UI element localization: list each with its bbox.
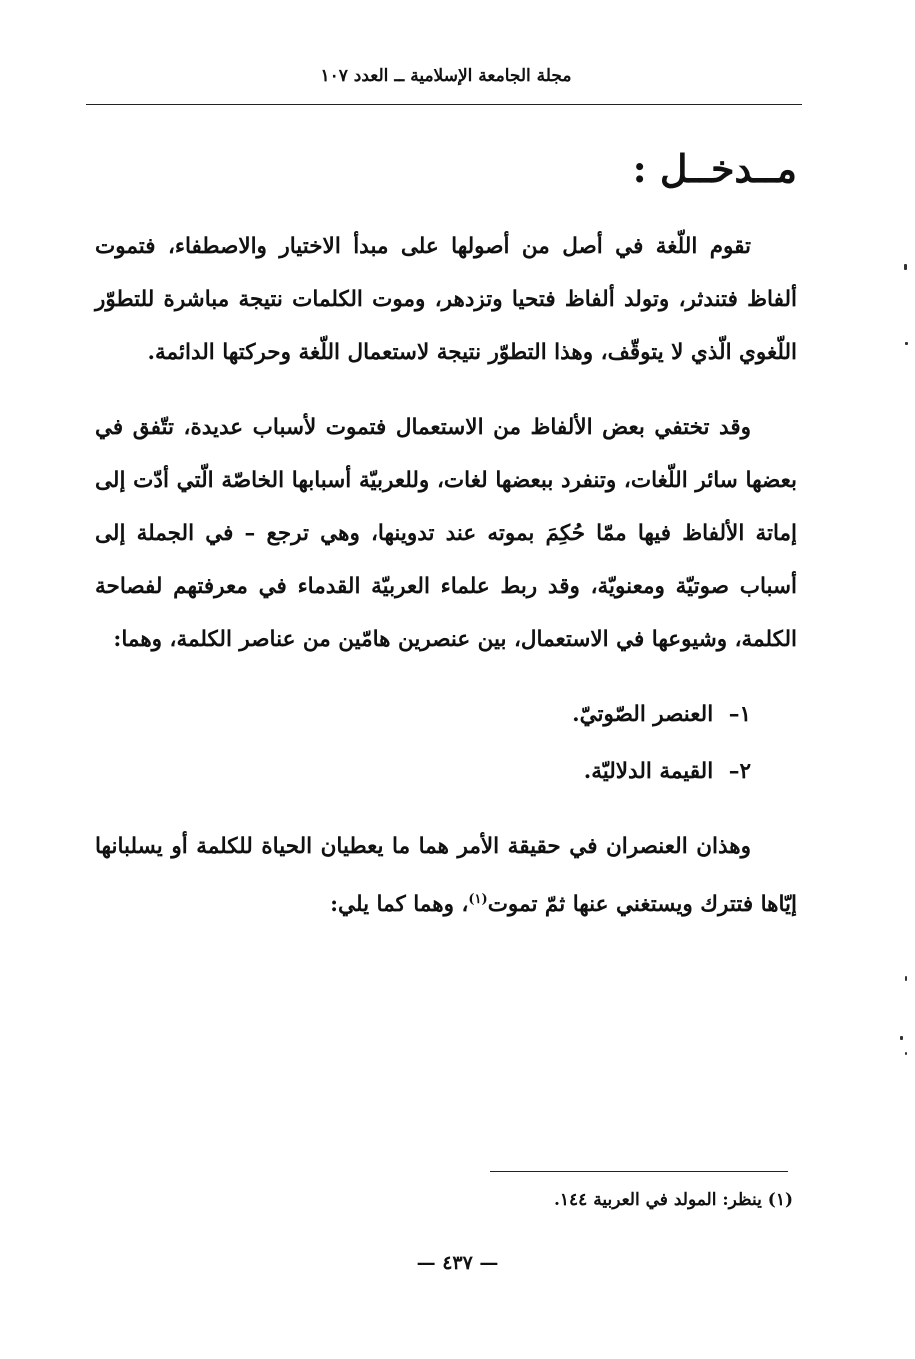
list-item-number: ١– [728, 702, 751, 727]
scan-speck [905, 342, 908, 345]
scan-speck [905, 1052, 907, 1055]
scan-speck [900, 1036, 903, 1040]
footnote-rule [490, 1171, 788, 1172]
body-text [95, 220, 797, 953]
footnote: (١) ينظر: المولد في العربية ١٤٤. [554, 1190, 793, 1210]
paragraph-3 [95, 820, 797, 931]
running-header: مجلة الجامعة الإسلامية ــ العدد ١٠٧ [320, 66, 572, 86]
list-item-text: القيمة الدلاليّة. [583, 759, 714, 784]
page-number: — ٤٣٧ — [416, 1252, 499, 1274]
list-item [95, 688, 797, 741]
paragraph-3-text: وهذان العنصران في حقيقة الأمر هما ما يعطيان الحياة للكلمة أو يسلبانها إيّاها فتترك ويستغني عنها ثمّ تموت [95, 834, 797, 918]
header-rule [86, 104, 802, 105]
section-title: مــدخــل : [632, 146, 797, 191]
paragraph-3-ending: ، وهما كما يلي: [330, 892, 469, 918]
paragraph-2: وقد تختفي بعض الألفاظ من الاستعمال فتموت لأسباب عديدة، تتّفق في بعضها سائر اللّغات، وتنفرد ببعضها لغات، وللعربيّة أسبابها الخاصّة الّتي أدّت إلى إماتة الألفاظ فيها ممّا حُكِمَ بموته عند تدوينها، وهي ترجع – في الجملة إلى أسباب صوتيّة ومعنويّة، وقد ربط علماء العربيّة القدماء في معرفتهم لفصاحة الكلمة، وشيوعها في الاستعمال، بين عنصرين هامّين من عناصر الكلمة، وهما: [95, 415, 797, 652]
list-item-number: ٢– [728, 759, 751, 784]
scan-speck [904, 264, 907, 270]
scan-speck [905, 976, 907, 981]
list-item [95, 745, 797, 798]
footnote-reference: (١) [468, 892, 488, 907]
paragraph-1: تقوم اللّغة في أصل من أصولها على مبدأ الاختيار والاصطفاء، فتموت ألفاظ فتندثر، وتولد ألفاظ فتحيا وتزدهر، وموت الكلمات نتيجة مباشرة للتطوّر اللّغوي الّذي لا يتوقّف، وهذا التطوّر نتيجة لاستعمال اللّغة وحركتها الدائمة. [95, 234, 797, 365]
list-item-text: العنصر الصّوتيّ. [572, 702, 714, 727]
